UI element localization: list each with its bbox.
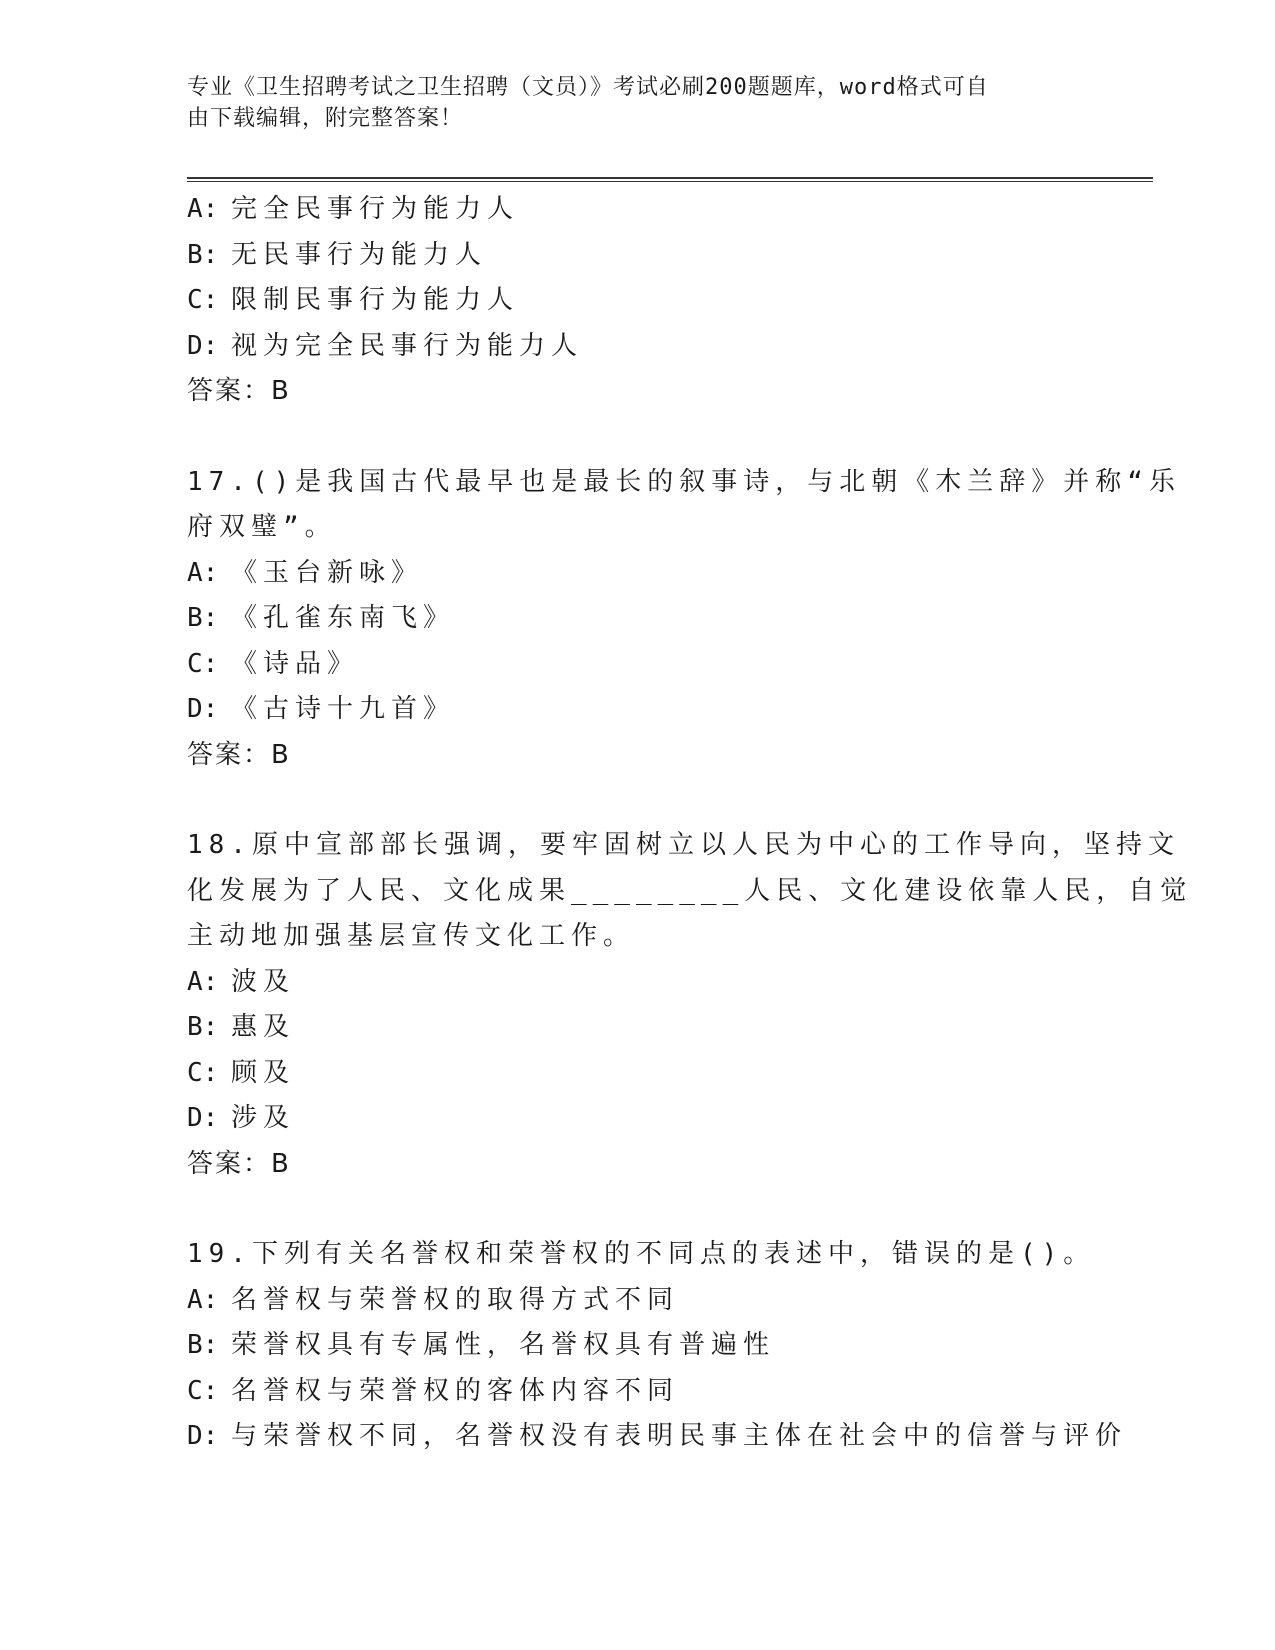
answer: 答案：B [187, 376, 291, 406]
answer: 答案：B [187, 1148, 291, 1179]
answer: 答案：B [187, 739, 291, 770]
question-text: 18.原中宣部部长强调，要牢固树立以人民为中心的工作导向，坚持文 [187, 830, 1180, 860]
question-text: 19.下列有关名誉权和荣誉权的不同点的表述中，错误的是()。 [187, 1239, 1096, 1269]
option-d: D: 涉及 [187, 1103, 296, 1133]
option-d: D: 与荣誉权不同，名誉权没有表明民事主体在社会中的信誉与评价 [187, 1421, 1128, 1451]
option-c: C: 《诗品》 [187, 648, 360, 679]
option-a: A: 《玉台新咏》 [187, 557, 424, 588]
option-a: A: 名誉权与荣誉权的取得方式不同 [187, 1284, 680, 1315]
header-line-1: 专业《卫生招聘考试之卫生招聘（文员）》考试必刷200题题库，word格式可自 [187, 75, 989, 100]
option-c: C: 限制民事行为能力人 [187, 285, 520, 315]
option-b: B: 荣誉权具有专属性，名誉权具有普遍性 [187, 1330, 776, 1360]
option-d: D: 视为完全民事行为能力人 [187, 330, 584, 361]
question-19 [187, 1232, 1128, 1460]
question-list [187, 187, 1193, 1460]
option-a: A: 完全民事行为能力人 [187, 194, 520, 224]
header-divider [187, 177, 1153, 182]
option-a: A: 波及 [187, 966, 296, 997]
option-b: B: 无民事行为能力人 [187, 239, 488, 270]
option-c: C: 名誉权与荣誉权的客体内容不同 [187, 1375, 680, 1406]
question-text-cont: 化发展为了人民、文化成果________人民、文化建设依靠人民，自觉 [187, 875, 1193, 906]
option-d: D: 《古诗十九首》 [187, 694, 456, 724]
header-line-2: 由下载编辑，附完整答案！ [187, 106, 464, 131]
question-17 [187, 460, 1181, 779]
option-b: B: 《孔雀东南飞》 [187, 603, 456, 633]
question-text-cont: 府双璧”。 [187, 512, 337, 542]
question-16 [187, 187, 1087, 415]
document-page [187, 0, 1193, 1650]
question-text: 17.()是我国古代最早也是最长的叙事诗，与北朝《木兰辞》并称“乐 [187, 466, 1181, 497]
option-b: B: 惠及 [187, 1012, 296, 1042]
question-18 [187, 823, 1193, 1187]
document-header [187, 72, 1067, 134]
question-text-cont: 主动地加强基层宣传文化工作。 [187, 921, 636, 951]
option-c: C: 顾及 [187, 1057, 296, 1088]
